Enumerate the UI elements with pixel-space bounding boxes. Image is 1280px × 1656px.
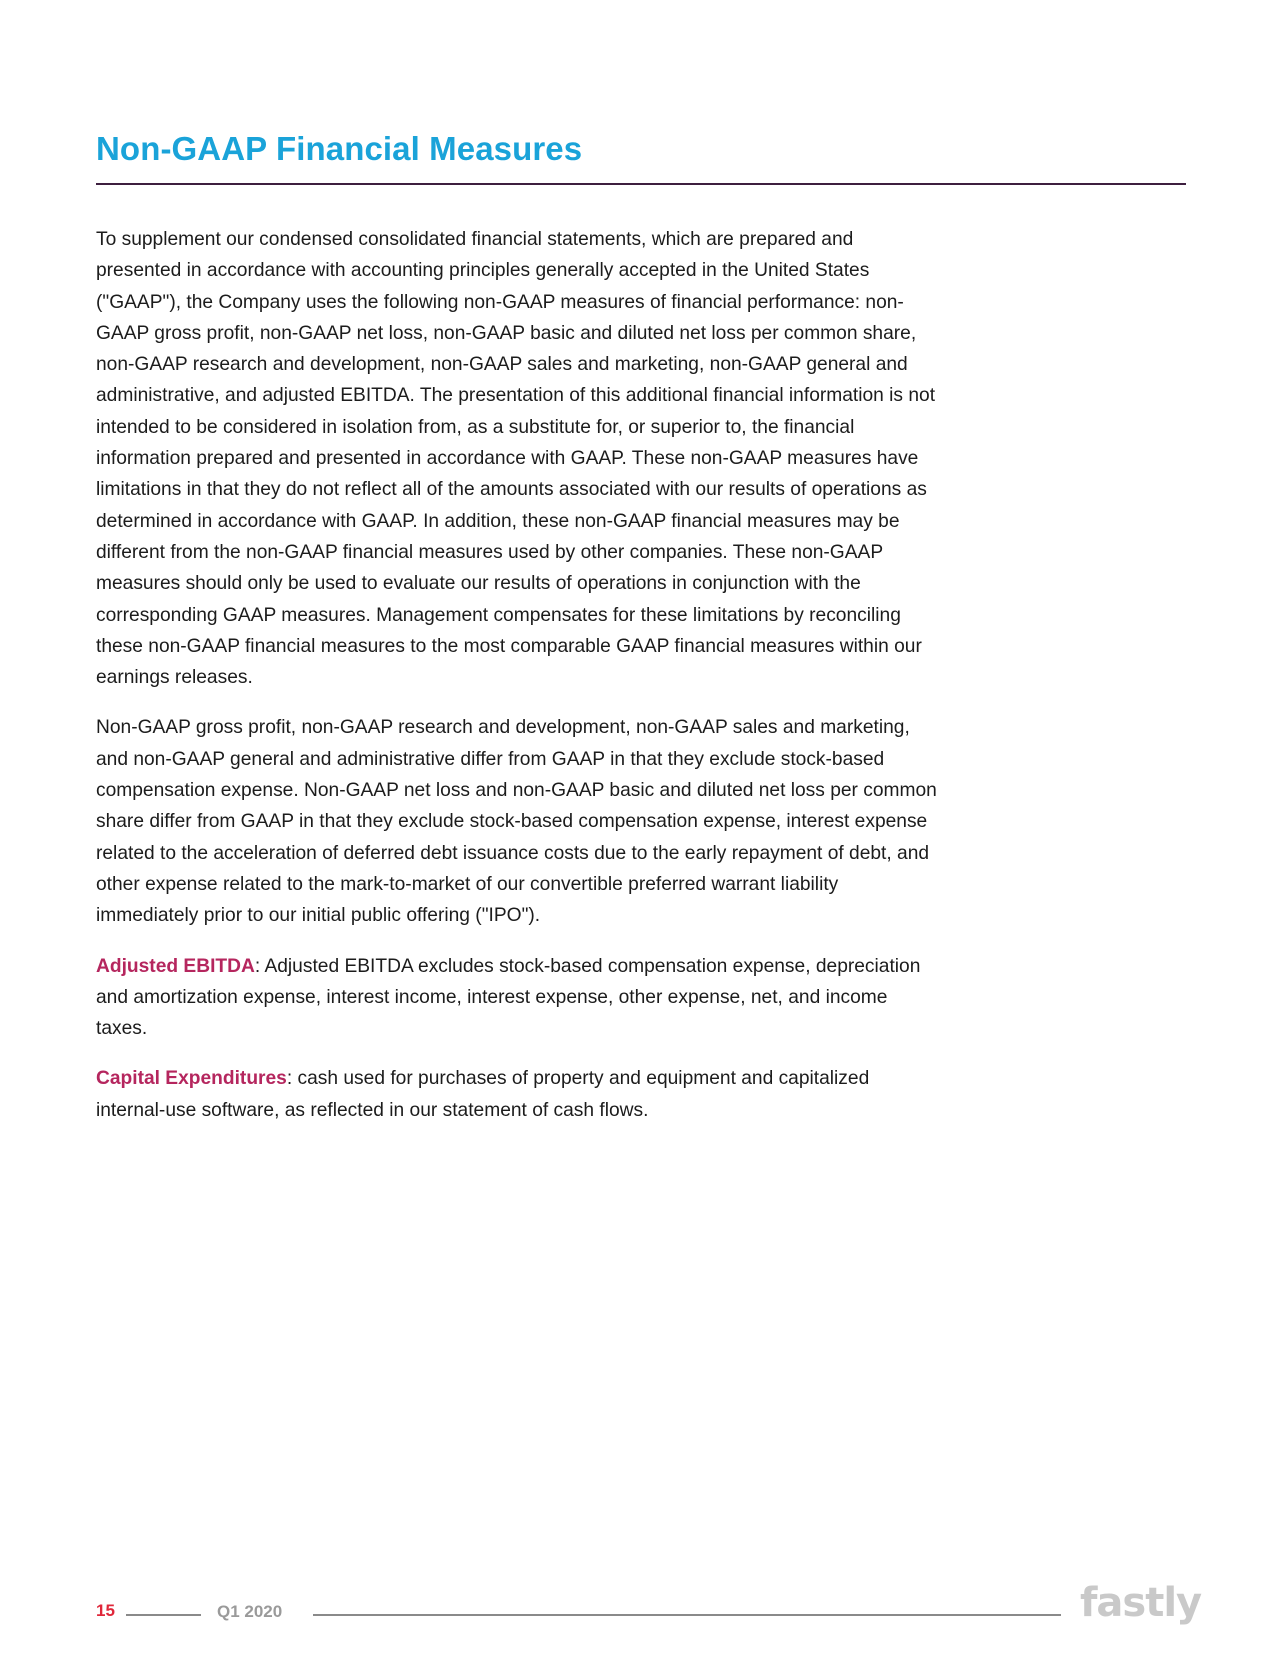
- page-title: Non-GAAP Financial Measures: [96, 130, 583, 167]
- title-divider: [96, 183, 1186, 185]
- definition-capital-expenditures: [96, 1063, 941, 1126]
- fastly-logo: fastly: [1080, 1580, 1202, 1626]
- definition-term: Capital Expenditures: [96, 1068, 287, 1090]
- page-footer: [0, 1580, 1280, 1640]
- definition-text: : cash used for purchases of property and equipment and capitalized internal-use software, as reflected in our statement of cash flows.: [96, 1068, 870, 1121]
- exclusions-paragraph: Non-GAAP gross profit, non-GAAP research and development, non-GAAP sales and marketing, and non-GAAP general and administrative differ from GAAP in that they exclude stock-based compensation expense. Non-GAAP net loss and non-GAAP basic and diluted net loss per common share differ from GAAP in that they exclude stock-based compensation expense, interest expense related to the acceleration of deferred debt issuance costs due to the early repayment of debt, and other expense related to the mark-to-market of our convertible preferred warrant liability immediately prior to our initial public offering ("IPO").: [96, 717, 937, 927]
- report-period: Q1 2020: [217, 1602, 283, 1621]
- intro-paragraph: To supplement our condensed consolidated financial statements, which are prepared and presented in accordance with accounting principles generally accepted in the United States ("GAAP"), the Company uses the following non-GAAP measures of financial performance: non-GAAP gross profit, non-GAAP net loss, non-GAAP basic and diluted net loss per common share, non-GAAP research and development, non-GAAP sales and marketing, non-GAAP general and administrative, and adjusted EBITDA. The presentation of this additional financial information is not intended to be considered in isolation from, as a substitute for, or superior to, the financial information prepared and presented in accordance with GAAP. These non-GAAP measures have limitations in that they do not reflect all of the amounts associated with our results of operations as determined in accordance with GAAP. In addition, these non-GAAP financial measures may be different from the non-GAAP financial measures used by other companies. These non-GAAP measures should only be used to evaluate our results of operations in conjunction with the corresponding GAAP measures. Management compensates for these limitations by reconciling these non-GAAP financial measures to the most comparable GAAP financial measures within our earnings releases.: [96, 229, 936, 689]
- definition-term: Adjusted EBITDA: [96, 955, 255, 977]
- definition-text: : Adjusted EBITDA excludes stock-based compensation expense, depreciation and amortization expense, interest income, interest expense, other expense, net, and income taxes.: [96, 955, 921, 1040]
- page-number: 15: [96, 1601, 115, 1620]
- definition-adjusted-ebitda: [96, 951, 941, 1045]
- footer-divider-right: [313, 1614, 1061, 1616]
- body-content: [96, 224, 941, 1145]
- footer-divider-left: [126, 1614, 201, 1616]
